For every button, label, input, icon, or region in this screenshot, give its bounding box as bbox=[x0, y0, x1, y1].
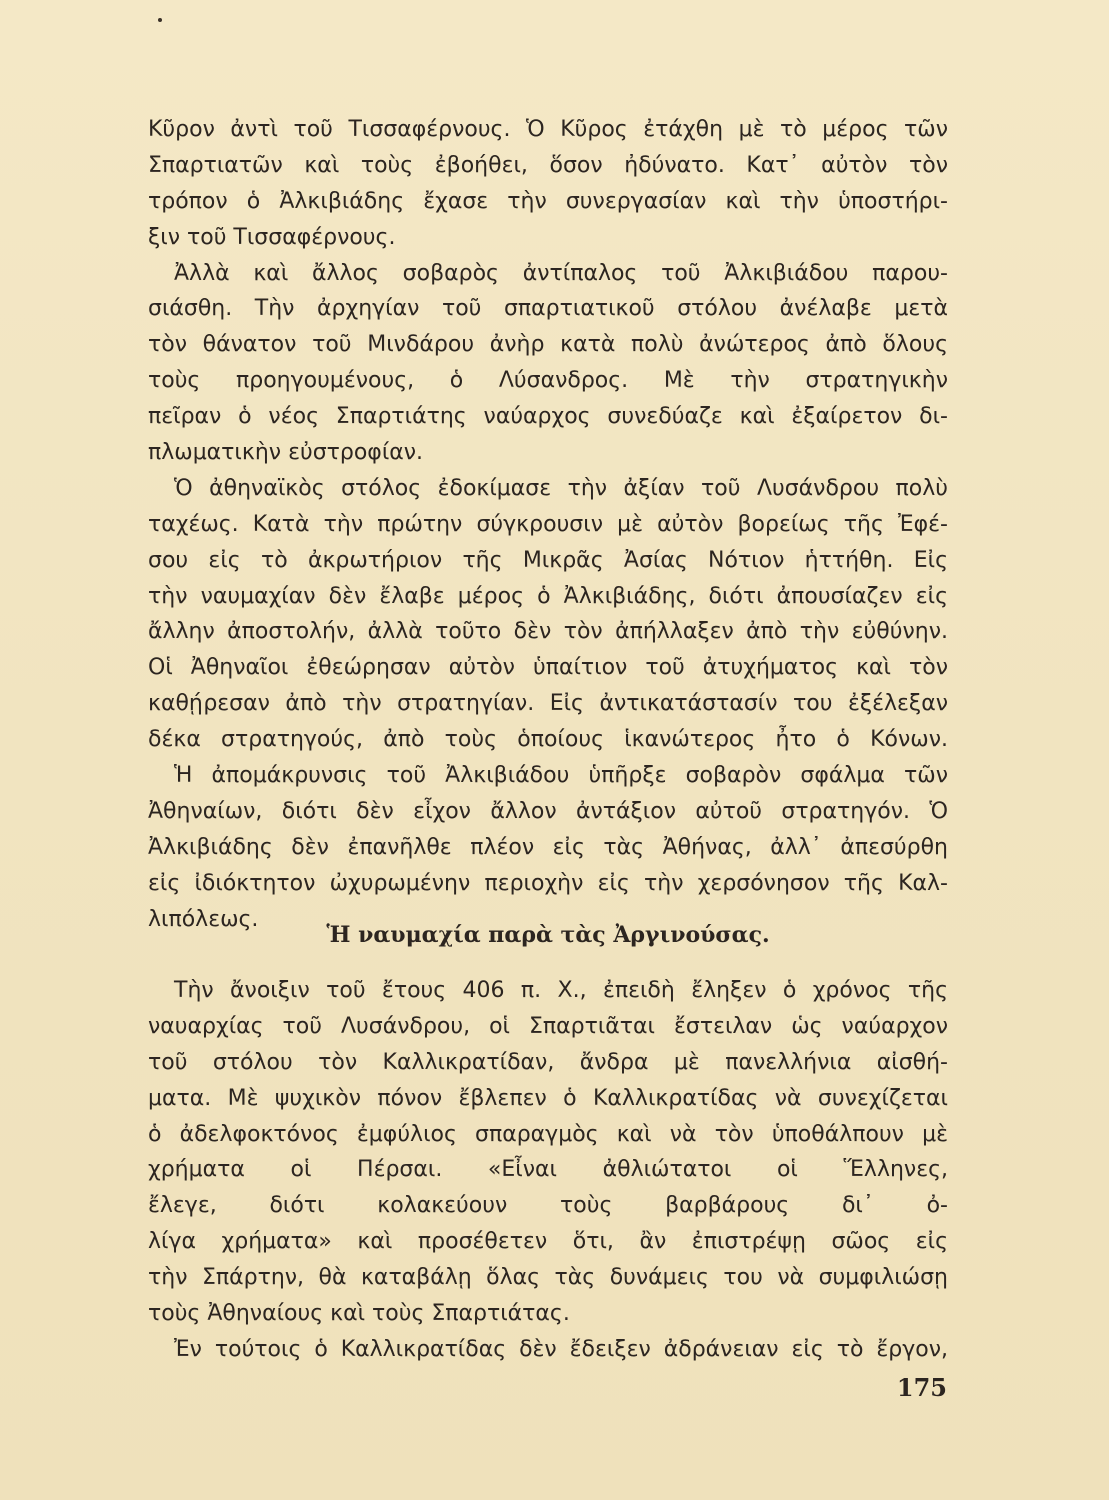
text-line: σου εἰς τὸ ἀκρωτήριον τῆς Μικρᾶς Ἀσίας Νότιον ἡττήθη. Εἰς bbox=[148, 547, 948, 573]
text-line: πλωματικὴν εὐστροφίαν. bbox=[148, 440, 424, 466]
text-line: λίγα χρήματα» καὶ προσέθετεν ὅτι, ἂν ἐπιστρέψῃ σῶος εἰς bbox=[148, 1229, 948, 1255]
text-line: εἰς ἰδιόκτητον ὠχυρωμένην περιοχὴν εἰς τὴν χερσόνησον τῆς Καλ- bbox=[148, 870, 948, 896]
text-line: ματα. Μὲ ψυχικὸν πόνον ἔβλεπεν ὁ Καλλικρατίδας νὰ συνεχίζεται bbox=[148, 1085, 948, 1111]
body-text-bottom bbox=[148, 973, 948, 1368]
section-heading: Ἡ ναυμαχία παρὰ τὰς Ἀργινούσας. bbox=[326, 922, 770, 948]
text-line: Ἀλλὰ καὶ ἄλλος σοβαρὸς ἀντίπαλος τοῦ Ἀλκιβιάδου παρου- bbox=[174, 260, 948, 286]
text-line: τρόπον ὁ Ἀλκιβιάδης ἔχασε τὴν συνεργασίαν καὶ τὴν ὑποστήρι- bbox=[148, 188, 948, 214]
text-line: χρήματα οἱ Πέρσαι. «Εἶναι ἀθλιώτατοι οἱ Ἕλληνες, bbox=[148, 1157, 948, 1183]
text-line: πεῖραν ὁ νέος Σπαρτιάτης ναύαρχος συνεδύαζε καὶ ἐξαίρετον δι- bbox=[148, 404, 948, 430]
body-text-top bbox=[148, 112, 948, 937]
page-number: 175 bbox=[896, 1373, 947, 1402]
text-line: ξιν τοῦ Τισσαφέρνους. bbox=[148, 224, 396, 250]
text-line: δέκα στρατηγούς, ἀπὸ τοὺς ὁποίους ἱκανώτερος ἦτο ὁ Κόνων. bbox=[148, 727, 948, 753]
text-line: ἔλεγε, διότι κολακεύουν τοὺς βαρβάρους δι᾽ ὀ- bbox=[148, 1193, 948, 1219]
text-line: τὸν θάνατον τοῦ Μινδάρου ἀνὴρ κατὰ πολὺ ἀνώτερος ἀπὸ ὅλους bbox=[148, 332, 948, 358]
text-line: Ἡ ἀπομάκρυνσις τοῦ Ἀλκιβιάδου ὑπῆρξε σοβαρὸν σφάλμα τῶν bbox=[174, 763, 948, 789]
text-line: λιπόλεως. bbox=[148, 906, 259, 932]
text-line: Κῦρον ἀντὶ τοῦ Τισσαφέρνους. Ὁ Κῦρος ἐτάχθη μὲ τὸ μέρος τῶν bbox=[148, 117, 948, 142]
text-line: ταχέως. Κατὰ τὴν πρώτην σύγκρουσιν μὲ αὐτὸν βορείως τῆς Ἐφέ- bbox=[148, 511, 948, 537]
text-line: ἄλλην ἀποστολήν, ἀλλὰ τοῦτο δὲν τὸν ἀπήλλαξεν ἀπὸ τὴν εὐθύνην. bbox=[148, 619, 948, 645]
text-line: ναυαρχίας τοῦ Λυσάνδρου, οἱ Σπαρτιᾶται ἔστειλαν ὡς ναύαρχον bbox=[148, 1013, 948, 1039]
text-line: Ὁ ἀθηναϊκὸς στόλος ἐδοκίμασε τὴν ἀξίαν τοῦ Λυσάνδρου πολὺ bbox=[174, 475, 948, 501]
text-line: Τὴν ἄνοιξιν τοῦ ἔτους 406 π. Χ., ἐπειδὴ ἔληξεν ὁ χρόνος τῆς bbox=[174, 978, 948, 1003]
text-line: τοῦ στόλου τὸν Καλλικρατίδαν, ἄνδρα μὲ πανελλήνια αἰσθή- bbox=[148, 1049, 948, 1075]
text-line: τοὺς προηγουμένους, ὁ Λύσανδρος. Μὲ τὴν στρατηγικὴν bbox=[148, 368, 948, 394]
text-line: Ἀθηναίων, διότι δὲν εἶχον ἄλλον ἀντάξιον αὐτοῦ στρατηγόν. Ὁ bbox=[148, 798, 948, 824]
text-line: Σπαρτιατῶν καὶ τοὺς ἐβοήθει, ὅσον ἠδύνατο. Κατ᾽ αὐτὸν τὸν bbox=[148, 152, 948, 178]
text-line: καθῄρεσαν ἀπὸ τὴν στρατηγίαν. Εἰς ἀντικατάστασίν του ἐξέλεξαν bbox=[148, 691, 948, 717]
text-line: Οἱ Ἀθηναῖοι ἐθεώρησαν αὐτὸν ὑπαίτιον τοῦ ἀτυχήματος καὶ τὸν bbox=[148, 655, 948, 681]
text-line: τὴν ναυμαχίαν δὲν ἔλαβε μέρος ὁ Ἀλκιβιάδης, διότι ἀπουσίαζεν εἰς bbox=[148, 583, 948, 609]
text-line: τοὺς Ἀθηναίους καὶ τοὺς Σπαρτιάτας. bbox=[148, 1301, 570, 1327]
text-line: Ἐν τούτοις ὁ Καλλικρατίδας δὲν ἔδειξεν ἀδράνειαν εἰς τὸ ἔργον, bbox=[174, 1336, 948, 1362]
ink-speck bbox=[158, 18, 162, 22]
text-line: ὁ ἀδελφοκτόνος ἐμφύλιος σπαραγμὸς καὶ νὰ τὸν ὑποθάλπουν μὲ bbox=[148, 1121, 948, 1147]
text-line: σιάσθη. Τὴν ἀρχηγίαν τοῦ σπαρτιατικοῦ στόλου ἀνέλαβε μετὰ bbox=[148, 296, 948, 322]
text-line: τὴν Σπάρτην, θὰ καταβάλῃ ὅλας τὰς δυνάμεις του νὰ συμφιλιώσῃ bbox=[148, 1265, 948, 1291]
text-line: Ἀλκιβιάδης δὲν ἐπανῆλθε πλέον εἰς τὰς Ἀθήνας, ἀλλ᾽ ἀπεσύρθη bbox=[148, 834, 948, 860]
